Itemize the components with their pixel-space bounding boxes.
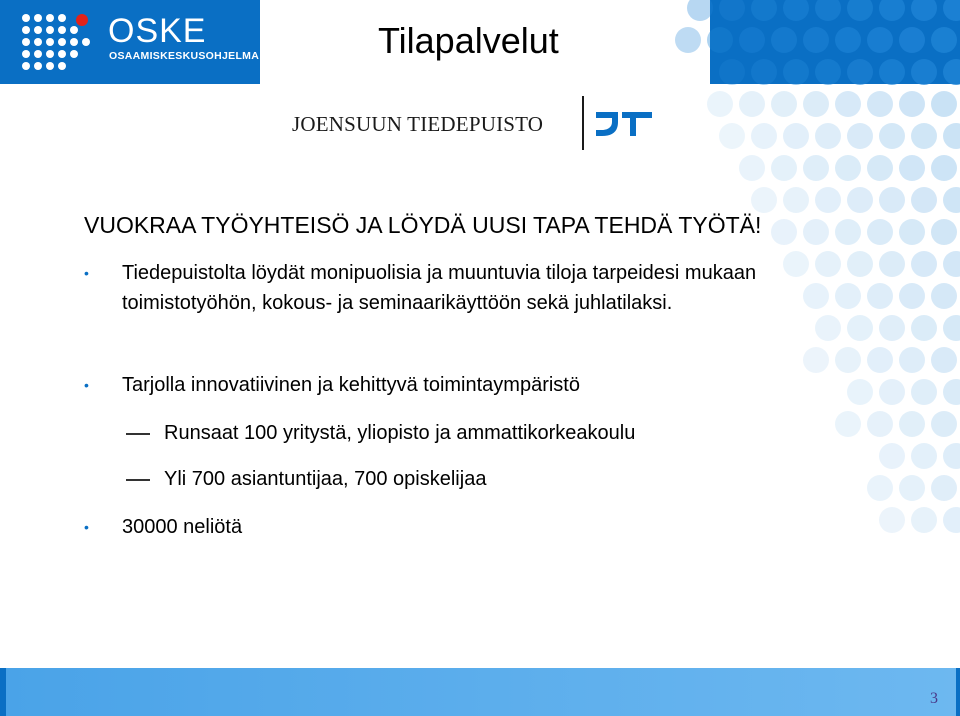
dash-icon (126, 433, 150, 435)
decorative-dot (815, 0, 841, 21)
decorative-dot (879, 0, 905, 21)
sub-bullet-text: Yli 700 asiantuntijaa, 700 opiskelijaa (164, 468, 487, 490)
decorative-dot (943, 59, 960, 85)
bullet-text: Tiedepuistolta löydät monipuolisia ja muuntuvia tiloja tarpeidesi mukaan toimistotyöhön, kokous- ja seminaarikäyttöön sekä juhlatilaksi. (122, 262, 757, 314)
decorative-dot (943, 379, 960, 405)
decorative-dot (879, 59, 905, 85)
tiedepuisto-logo (292, 94, 672, 152)
decorative-dot (943, 0, 960, 21)
headline: VUOKRAA TYÖYHTEISÖ JA LÖYDÄ UUSI TAPA TEHDÄ TYÖTÄ! (84, 212, 762, 238)
decorative-dot (835, 219, 861, 245)
bullet-text: Tarjolla innovatiivinen ja kehittyvä toimintaympäristö (122, 374, 580, 396)
decorative-dot (867, 27, 893, 53)
decorative-dot (803, 27, 829, 53)
decorative-dot (675, 27, 701, 53)
decorative-dot (847, 59, 873, 85)
decorative-dot (803, 155, 829, 181)
decorative-dot (879, 507, 905, 533)
decorative-dot (931, 27, 957, 53)
decorative-dot (911, 443, 937, 469)
decorative-dot (879, 443, 905, 469)
decorative-dot (899, 283, 925, 309)
decorative-dot (911, 123, 937, 149)
dash-icon (126, 479, 150, 481)
decorative-dot (803, 347, 829, 373)
oske-logo-name: OSKE (108, 12, 207, 50)
decorative-dot (783, 187, 809, 213)
decorative-dot (739, 155, 765, 181)
decorative-dot (815, 251, 841, 277)
decorative-dot (879, 251, 905, 277)
decorative-dot (847, 123, 873, 149)
decorative-dot (815, 59, 841, 85)
decorative-dot (835, 347, 861, 373)
decorative-dot (847, 379, 873, 405)
decorative-dot (879, 315, 905, 341)
decorative-dot (867, 283, 893, 309)
decorative-dot (803, 283, 829, 309)
decorative-dot (943, 123, 960, 149)
decorative-dot (835, 27, 861, 53)
bullet-icon: • (84, 519, 89, 535)
decorative-dot (707, 27, 733, 53)
decorative-dot (867, 475, 893, 501)
decorative-dot (751, 187, 777, 213)
decorative-dot (847, 315, 873, 341)
decorative-dot (943, 187, 960, 213)
decorative-dot (943, 315, 960, 341)
decorative-dot (707, 91, 733, 117)
decorative-dot (751, 123, 777, 149)
decorative-dot (931, 475, 957, 501)
bullet-icon: • (84, 377, 89, 393)
decorative-dot (931, 347, 957, 373)
decorative-dot (803, 91, 829, 117)
decorative-dot (739, 91, 765, 117)
decorative-dot (899, 475, 925, 501)
decorative-dot (899, 27, 925, 53)
decorative-dot (911, 507, 937, 533)
decorative-dot (783, 59, 809, 85)
decorative-dot (867, 411, 893, 437)
decorative-dot (911, 0, 937, 21)
decorative-dot (879, 123, 905, 149)
bullet-item (84, 512, 784, 542)
decorative-dot (751, 0, 777, 21)
decorative-dot (751, 59, 777, 85)
oske-dots-icon (18, 10, 98, 72)
decorative-dot (835, 283, 861, 309)
decorative-dot (739, 27, 765, 53)
decorative-dot (771, 155, 797, 181)
decorative-dot (815, 315, 841, 341)
decorative-dot (783, 123, 809, 149)
sub-bullet-text: Runsaat 100 yritystä, yliopisto ja ammattikorkeakoulu (164, 422, 636, 444)
decorative-dot (931, 411, 957, 437)
decorative-dot (911, 379, 937, 405)
decorative-dot (931, 155, 957, 181)
decorative-dot (719, 0, 745, 21)
decorative-dot (911, 315, 937, 341)
decorative-dot (835, 155, 861, 181)
jt-logo-icon (592, 108, 656, 138)
oske-logo-subtitle: OSAAMISKESKUSOHJELMA (109, 50, 260, 62)
decorative-dot (899, 155, 925, 181)
decorative-dot (867, 155, 893, 181)
decorative-dot (899, 219, 925, 245)
decorative-dot (879, 187, 905, 213)
decorative-dot (943, 251, 960, 277)
decorative-dot (867, 219, 893, 245)
decorative-dot (911, 187, 937, 213)
decorative-dot (803, 219, 829, 245)
decorative-dot (931, 219, 957, 245)
bullet-item (84, 370, 784, 400)
decorative-dot (931, 283, 957, 309)
bullet-icon: • (84, 265, 89, 281)
decorative-dot (719, 59, 745, 85)
decorative-dot (815, 123, 841, 149)
footer-gradient (6, 668, 956, 716)
decorative-dot (867, 347, 893, 373)
decorative-dot (835, 411, 861, 437)
decorative-dot (943, 507, 960, 533)
decorative-dot (847, 251, 873, 277)
page-number: 3 (930, 690, 938, 707)
decorative-dot (867, 91, 893, 117)
decorative-dot (911, 59, 937, 85)
decorative-dot (835, 91, 861, 117)
decorative-dot (847, 187, 873, 213)
bullet-text: 30000 neliötä (122, 516, 243, 538)
decorative-dot (931, 91, 957, 117)
decorative-dot (847, 0, 873, 21)
tiedepuisto-logo-text: JOENSUUN TIEDEPUISTO (292, 112, 544, 136)
decorative-dot (899, 91, 925, 117)
decorative-dot (719, 123, 745, 149)
bullet-item (84, 258, 784, 354)
logo-divider (582, 96, 584, 150)
decorative-dot (899, 347, 925, 373)
decorative-dot (899, 411, 925, 437)
decorative-dot (815, 187, 841, 213)
decorative-dot (771, 27, 797, 53)
decorative-dot (911, 251, 937, 277)
decorative-dot (771, 219, 797, 245)
decorative-dot (943, 443, 960, 469)
oske-logo (18, 10, 260, 70)
decorative-dot (687, 0, 713, 21)
decorative-dot (783, 0, 809, 21)
decorative-dot (879, 379, 905, 405)
decorative-dot (771, 91, 797, 117)
slide-title: Tilapalvelut (378, 20, 559, 61)
